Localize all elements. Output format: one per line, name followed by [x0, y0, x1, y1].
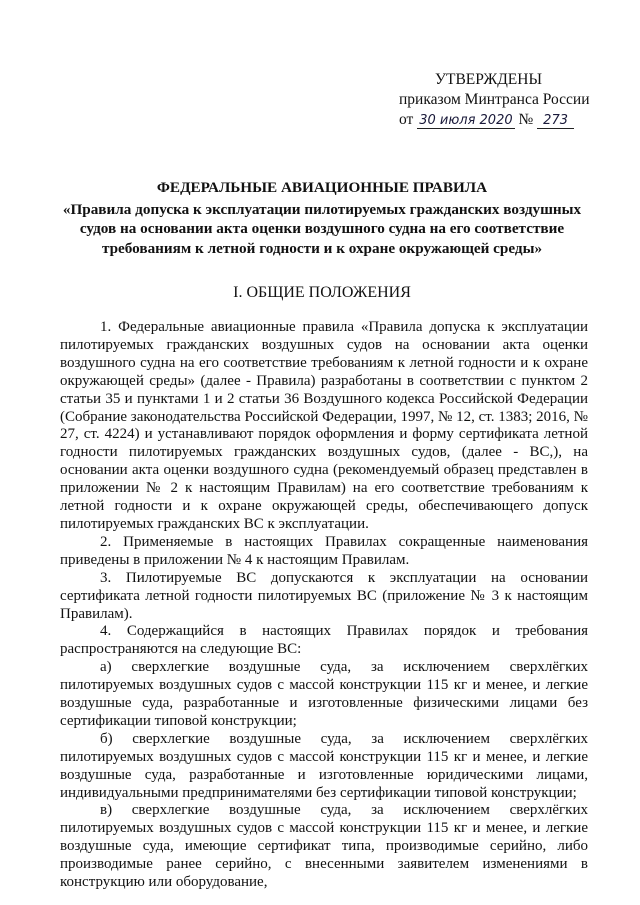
- paragraph-4: 4. Содержащийся в настоящих Правилах порядок и требования распространяются на следующие ВС:: [60, 623, 588, 658]
- title-subtitle: «Правила допуска к эксплуатации пилотируемых гражданских воздушных судов на основании акта оценки воздушного судна на его соответствие требованиям к летной годности и к охране окружающей среды»: [62, 200, 582, 257]
- paragraph-4b: б) сверхлегкие воздушные суда, за исключением сверхлёгких пилотируемых воздушных судов с массой конструкции 115 кг и менее, и легкие воздушные суда, разработанные и изготовленные юридическими лицами, индивидуальными предпринимателями без сертификации типовой конструкции;: [60, 730, 588, 801]
- title-main: ФЕДЕРАЛЬНЫЕ АВИАЦИОННЫЕ ПРАВИЛА: [156, 179, 488, 196]
- handwritten-date: 30 июля 2020: [419, 113, 513, 128]
- approval-stamp: [385, 70, 605, 131]
- section-heading: I. ОБЩИЕ ПОЛОЖЕНИЯ: [233, 284, 411, 301]
- paragraph-4c: в) сверхлегкие воздушные суда, за исключением сверхлёгких пилотируемых воздушных судов с массой конструкции 115 кг и менее, и легкие воздушные суда, имеющие сертификат типа, производимые серийно, либо производимые ранее серийно, с внесенными заявителем изменениями в конструкцию или оборудование,: [60, 802, 588, 891]
- paragraph-1: 1. Федеральные авиационные правила «Правила допуска к эксплуатации пилотируемых гражданских воздушных судов на основании акта оценки воздушного судна на его соответствие требованиям к летной годности и к охране окружающей среды» (далее - Правила) разработаны в соответствии с пунктом 2 статьи 35 и пунктами 1 и 2 статьи 36 Воздушного кодекса Российской Федерации (Собрание законодательства Российской Федерации, 1997, № 12, ст. 1383; 2016, № 27, ст. 4224) и устанавливают порядок оформления и форму сертификата летной годности пилотируемых гражданских воздушных судов, (далее - ВС,), на основании акта оценки воздушного судна (рекомендуемый образец представлен в приложении № 2 к настоящим Правилам) на его соответствие требованиям к летной годности и к охране окружающей среды, обеспечивающего допуск пилотируемых гражданских ВС к эксплуатации.: [60, 319, 588, 532]
- handwritten-number: 273: [537, 113, 574, 129]
- approved-label: УТВЕРЖДЕНЫ: [435, 71, 542, 88]
- order-by-label: приказом Минтранса России: [399, 91, 590, 108]
- paragraph-3: 3. Пилотируемые ВС допускаются к эксплуатации на основании сертификата летной годности пилотируемых ВС (приложение № 3 к настоящим Правилам).: [60, 569, 588, 622]
- paragraph-4a: а) сверхлегкие воздушные суда, за исключением сверхлёгких пилотируемых воздушных судов с массой конструкции 115 кг и менее, и легкие воздушные суда, разработанные и изготовленные физическими лицами без сертификации типовой конструкции;: [60, 659, 588, 729]
- order-date-line: [385, 110, 605, 131]
- document-title: [48, 178, 596, 258]
- date-prefix: от: [399, 111, 414, 128]
- document-body: [60, 319, 588, 892]
- paragraph-2: 2. Применяемые в настоящих Правилах сокращенные наименования приведены в приложении № 4 к настоящим Правилам.: [60, 533, 588, 568]
- number-prefix: №: [518, 111, 534, 128]
